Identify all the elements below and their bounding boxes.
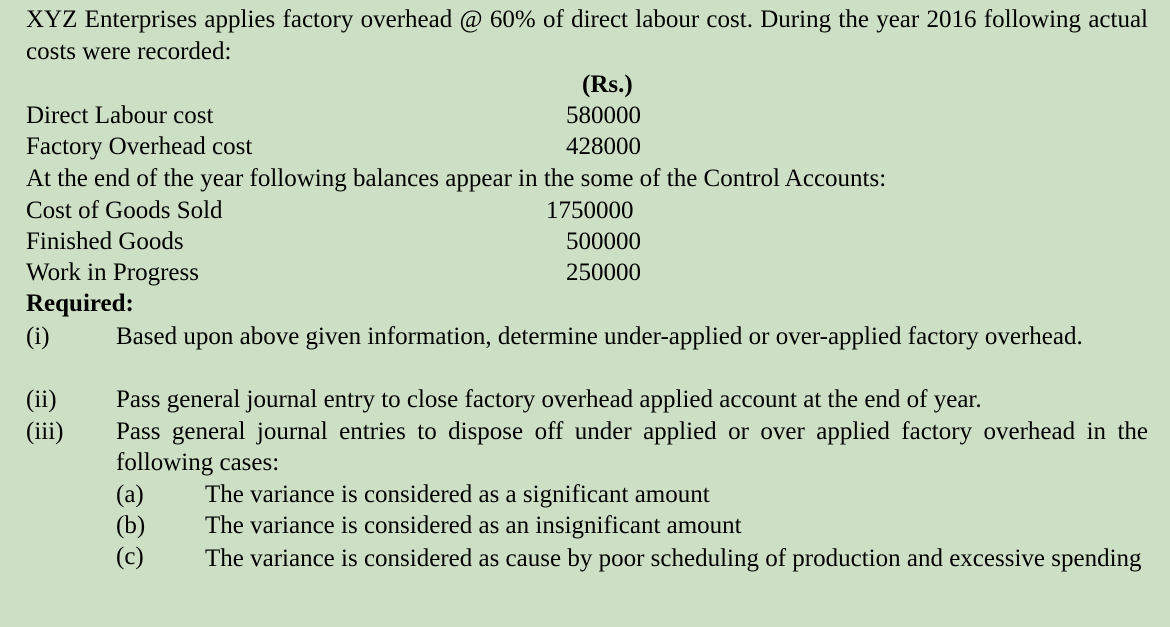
case-letter: (a) (116, 481, 144, 508)
case-text: The variance is considered as a significant amount (205, 481, 710, 508)
balance-label: Cost of Goods Sold (26, 197, 223, 224)
cost-label: Factory Overhead cost (26, 133, 253, 160)
requirement-text: Based upon above given information, determine under-applied or over-applied factory overhead. (116, 323, 1083, 350)
required-heading: Required: (26, 290, 134, 317)
cost-label: Direct Labour cost (26, 102, 214, 129)
balance-value: 250000 (566, 259, 641, 286)
balances-intro: At the end of the year following balances appear in the some of the Control Accounts: (26, 165, 887, 192)
cost-value: 580000 (566, 102, 641, 129)
balance-value: 1750000 (546, 197, 634, 224)
requirement-number: (ii) (26, 386, 57, 413)
cost-value: 428000 (566, 133, 641, 160)
case-text: The variance is considered as an insignificant amount (205, 512, 742, 539)
balance-value: 500000 (566, 228, 641, 255)
requirement-number: (i) (26, 323, 50, 350)
case-letter: (b) (116, 512, 146, 539)
requirement-text: Pass general journal entries to dispose off under applied or over applied factory overhead in the following cases: (116, 418, 1148, 476)
requirement-number: (iii) (26, 418, 64, 445)
intro-paragraph: XYZ Enterprises applies factory overhead @ 60% of direct labour cost. During the year 2016 following actual costs were recorded: (26, 6, 1148, 65)
currency-header: (Rs.) (582, 71, 633, 98)
case-letter: (c) (116, 543, 144, 570)
balance-label: Work in Progress (26, 259, 199, 286)
requirement-text: Pass general journal entry to close factory overhead applied account at the end of year. (116, 386, 982, 413)
balance-label: Finished Goods (26, 228, 184, 255)
case-text: The variance is considered as cause by poor scheduling of production and excessive spending (205, 545, 1142, 572)
